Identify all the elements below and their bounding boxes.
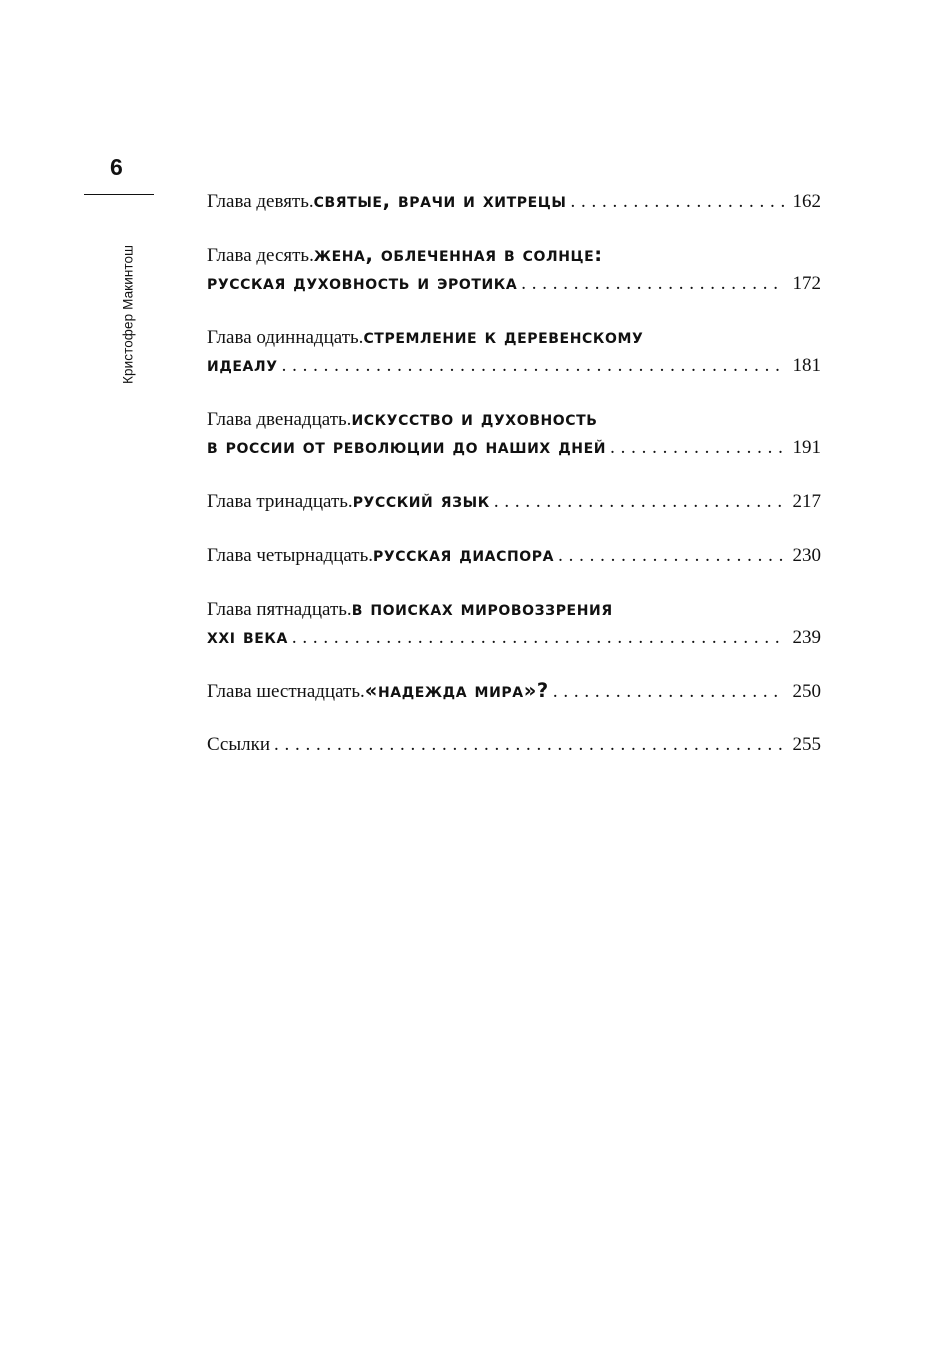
page-ref: 191 — [792, 437, 821, 458]
dot-leader — [521, 270, 784, 298]
chapter-title: русский язык — [352, 489, 490, 512]
running-head-author: Кристофер Макинтош — [120, 244, 136, 384]
chapter-title: русская духовность и эротика — [207, 271, 518, 294]
page-ref: 255 — [792, 734, 821, 755]
chapter-title: идеалу — [207, 353, 278, 376]
toc-entry[interactable] — [207, 677, 821, 705]
page-ref: 172 — [792, 273, 821, 294]
toc-entry[interactable] — [207, 487, 821, 515]
toc-line — [207, 541, 821, 569]
dot-leader — [610, 434, 784, 462]
toc-line — [207, 731, 821, 759]
chapter-label: Глава пятнадцать. — [207, 599, 352, 620]
page-ref: 181 — [792, 355, 821, 376]
toc-line — [207, 595, 821, 623]
chapter-title: xxi века — [207, 625, 288, 648]
toc-entry[interactable] — [207, 731, 821, 759]
chapter-title: в поисках мировоззрения — [351, 597, 613, 620]
header-rule — [84, 194, 154, 195]
page-ref: 230 — [792, 545, 821, 566]
chapter-title: стремление к деревенскому — [363, 325, 644, 348]
chapter-title: святые, врачи и хитрецы — [313, 189, 567, 212]
table-of-contents — [207, 187, 821, 785]
toc-entry[interactable] — [207, 405, 821, 461]
toc-line — [207, 323, 821, 351]
toc-line — [207, 433, 821, 461]
toc-line — [207, 623, 821, 651]
toc-line — [207, 187, 821, 215]
toc-line — [207, 269, 821, 297]
chapter-title: искусство и духовность — [351, 407, 598, 430]
chapter-label: Ссылки — [207, 734, 270, 755]
chapter-label: Глава тринадцать. — [207, 491, 353, 512]
toc-line — [207, 241, 821, 269]
dot-leader — [494, 488, 785, 516]
chapter-label: Глава десять. — [207, 245, 314, 266]
dot-leader — [553, 678, 785, 706]
page-ref: 239 — [792, 627, 821, 648]
chapter-label: Глава одиннадцать. — [207, 327, 364, 348]
chapter-label: Глава четырнадцать. — [207, 545, 374, 566]
chapter-title: «надежда мира»? — [364, 679, 549, 702]
toc-line — [207, 487, 821, 515]
toc-line — [207, 351, 821, 379]
chapter-title: жена, облеченная в солнце: — [313, 243, 603, 266]
dot-leader — [558, 542, 784, 570]
chapter-title: в россии от революции до наших дней — [207, 435, 607, 458]
toc-entry[interactable] — [207, 187, 821, 215]
toc-entry[interactable] — [207, 323, 821, 379]
chapter-label: Глава девять. — [207, 191, 314, 212]
page-number: 6 — [110, 154, 123, 180]
chapter-label: Глава двенадцать. — [207, 409, 352, 430]
toc-line — [207, 677, 821, 705]
toc-line — [207, 405, 821, 433]
dot-leader — [274, 731, 785, 759]
toc-entry[interactable] — [207, 541, 821, 569]
toc-entry[interactable] — [207, 241, 821, 297]
dot-leader — [570, 188, 784, 216]
chapter-title: русская диаспора — [373, 543, 555, 566]
chapter-label: Глава шестнадцать. — [207, 681, 365, 702]
dot-leader — [282, 352, 785, 380]
dot-leader — [292, 624, 785, 652]
toc-entry[interactable] — [207, 595, 821, 651]
page-ref: 250 — [792, 681, 821, 702]
page-ref: 162 — [792, 191, 821, 212]
page-ref: 217 — [792, 491, 821, 512]
